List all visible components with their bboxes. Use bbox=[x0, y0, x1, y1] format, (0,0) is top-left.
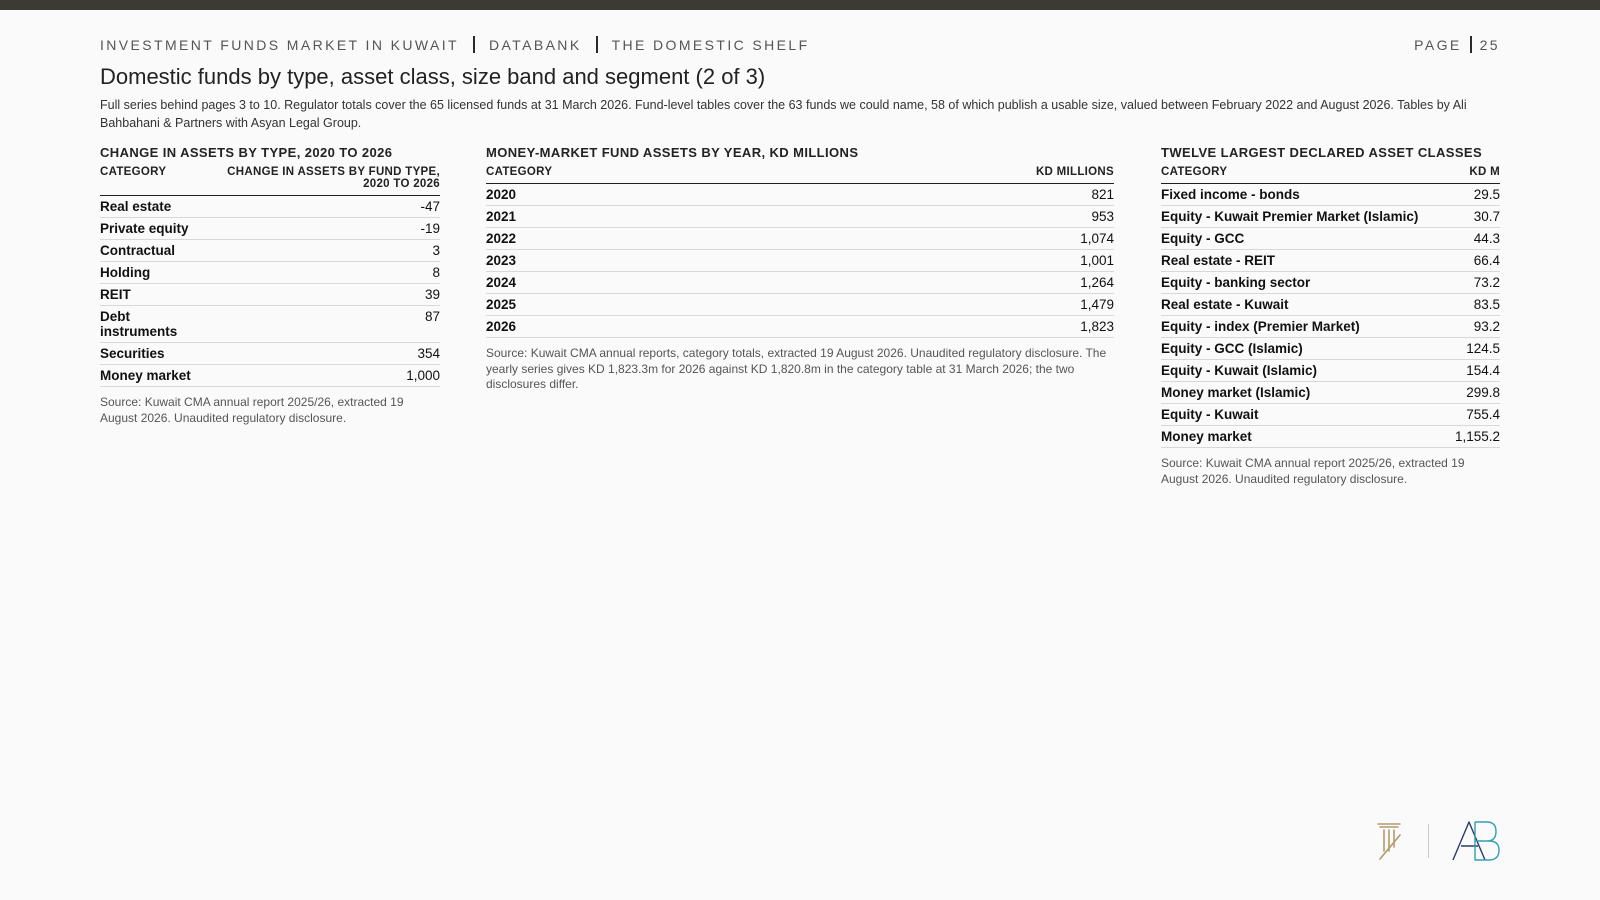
row-value: 124.5 bbox=[1449, 338, 1500, 360]
asset-classes-table bbox=[1161, 166, 1500, 448]
row-category: Equity - Kuwait bbox=[1161, 404, 1449, 426]
breadcrumb-section: DATABANK bbox=[488, 36, 582, 53]
row-value: 1,823 bbox=[774, 316, 1114, 338]
row-year: 2024 bbox=[486, 272, 774, 294]
table-row bbox=[100, 306, 440, 343]
table-header-row bbox=[1161, 166, 1500, 184]
row-value: 1,155.2 bbox=[1449, 426, 1500, 448]
table-row bbox=[486, 206, 1114, 228]
row-value: -47 bbox=[205, 196, 440, 218]
row-value: 73.2 bbox=[1449, 272, 1500, 294]
table-row bbox=[100, 218, 440, 240]
row-category: Money market (Islamic) bbox=[1161, 382, 1449, 404]
table-row bbox=[486, 316, 1114, 338]
table-title: CHANGE IN ASSETS BY TYPE, 2020 TO 2026 bbox=[100, 145, 393, 160]
row-category: Contractual bbox=[100, 240, 205, 262]
row-category: Securities bbox=[100, 343, 205, 365]
top-bar bbox=[0, 0, 1600, 10]
footer-logos bbox=[1372, 820, 1501, 862]
row-category: Equity - index (Premier Market) bbox=[1161, 316, 1449, 338]
table-title: MONEY-MARKET FUND ASSETS BY YEAR, KD MILLIONS bbox=[486, 145, 859, 160]
change-in-assets-section bbox=[100, 145, 440, 426]
table-row bbox=[1161, 294, 1500, 316]
row-value: 154.4 bbox=[1449, 360, 1500, 382]
row-value: 1,074 bbox=[774, 228, 1114, 250]
running-header bbox=[100, 36, 1500, 53]
breadcrumb-separator bbox=[473, 36, 475, 53]
table-title: TWELVE LARGEST DECLARED ASSET CLASSES bbox=[1161, 145, 1483, 160]
row-value: 83.5 bbox=[1449, 294, 1500, 316]
breadcrumb-report: INVESTMENT FUNDS MARKET IN KUWAIT bbox=[100, 36, 459, 53]
row-value: 29.5 bbox=[1449, 184, 1500, 206]
row-value: 1,479 bbox=[774, 294, 1114, 316]
row-category: Real estate - REIT bbox=[1161, 250, 1449, 272]
table-row bbox=[1161, 184, 1500, 206]
row-category: Fixed income - bonds bbox=[1161, 184, 1449, 206]
row-value: 39 bbox=[205, 284, 440, 306]
row-year: 2023 bbox=[486, 250, 774, 272]
row-value: 299.8 bbox=[1449, 382, 1500, 404]
row-year: 2026 bbox=[486, 316, 774, 338]
table-row bbox=[100, 284, 440, 306]
row-value: 66.4 bbox=[1449, 250, 1500, 272]
table-row bbox=[1161, 382, 1500, 404]
table-header-row bbox=[100, 166, 440, 196]
table-row bbox=[486, 184, 1114, 206]
table-row bbox=[100, 240, 440, 262]
page-label: PAGE bbox=[1414, 36, 1462, 53]
row-year: 2021 bbox=[486, 206, 774, 228]
table-row bbox=[100, 365, 440, 387]
row-category: Debt instruments bbox=[100, 306, 205, 343]
row-category: Equity - GCC (Islamic) bbox=[1161, 338, 1449, 360]
table-row bbox=[1161, 338, 1500, 360]
table-row bbox=[1161, 272, 1500, 294]
table-row bbox=[486, 228, 1114, 250]
intro-paragraph: Full series behind pages 3 to 10. Regulator totals cover the 65 licensed funds at 31 March 2026. Fund-level tables cover the 63 funds we could name, 58 of which publish a usable size, valued between February 2022 and August 2026. Tables by Ali Bahbahani & Partners with Asyan Legal Group. bbox=[100, 98, 1467, 130]
column-header-category: CATEGORY bbox=[100, 166, 205, 196]
breadcrumb bbox=[100, 36, 810, 53]
row-year: 2022 bbox=[486, 228, 774, 250]
row-category: REIT bbox=[100, 284, 205, 306]
row-value: 8 bbox=[205, 262, 440, 284]
row-category: Equity - banking sector bbox=[1161, 272, 1449, 294]
column-header-kd-millions: KD MILLIONS bbox=[774, 166, 1114, 184]
column-header-kd-m: KD M bbox=[1449, 166, 1500, 184]
row-value: 1,000 bbox=[205, 365, 440, 387]
row-value: 821 bbox=[774, 184, 1114, 206]
column-header-change: CHANGE IN ASSETS BY FUND TYPE, 2020 TO 2026 bbox=[205, 166, 440, 196]
table-source-note: Source: Kuwait CMA annual reports, category totals, extracted 19 August 2026. Unaudited regulatory disclosure. The yearly series gives KD 1,823.3m for 2026 against KD 1,820.8m in the category table at 31 March 2026; the two disclosures differ. bbox=[486, 346, 1107, 391]
page-indicator bbox=[1414, 36, 1500, 53]
table-row bbox=[486, 272, 1114, 294]
row-value: 354 bbox=[205, 343, 440, 365]
row-value: 1,264 bbox=[774, 272, 1114, 294]
breadcrumb-separator bbox=[596, 36, 598, 53]
row-category: Real estate - Kuwait bbox=[1161, 294, 1449, 316]
row-year: 2025 bbox=[486, 294, 774, 316]
row-value: 1,001 bbox=[774, 250, 1114, 272]
row-category: Private equity bbox=[100, 218, 205, 240]
column-logo-icon bbox=[1372, 821, 1404, 861]
table-row bbox=[1161, 206, 1500, 228]
row-category: Equity - Kuwait Premier Market (Islamic) bbox=[1161, 206, 1449, 228]
table-row bbox=[486, 294, 1114, 316]
row-category: Holding bbox=[100, 262, 205, 284]
row-value: 44.3 bbox=[1449, 228, 1500, 250]
table-row bbox=[1161, 316, 1500, 338]
table-row bbox=[100, 262, 440, 284]
row-category: Equity - GCC bbox=[1161, 228, 1449, 250]
row-value: 755.4 bbox=[1449, 404, 1500, 426]
table-row bbox=[1161, 404, 1500, 426]
row-value: 30.7 bbox=[1449, 206, 1500, 228]
row-value: 3 bbox=[205, 240, 440, 262]
table-row bbox=[486, 250, 1114, 272]
row-category: Money market bbox=[100, 365, 205, 387]
row-value: -19 bbox=[205, 218, 440, 240]
table-row bbox=[100, 196, 440, 218]
row-value: 953 bbox=[774, 206, 1114, 228]
table-row bbox=[1161, 250, 1500, 272]
page-number: 25 bbox=[1479, 36, 1500, 53]
money-market-section bbox=[486, 145, 1114, 393]
ab-monogram-icon bbox=[1451, 820, 1501, 862]
page-separator bbox=[1470, 36, 1472, 53]
table-row bbox=[1161, 426, 1500, 448]
row-category: Money market bbox=[1161, 426, 1449, 448]
table-header-row bbox=[486, 166, 1114, 184]
asset-classes-section bbox=[1161, 145, 1500, 487]
table-source-note: Source: Kuwait CMA annual report 2025/26, extracted 19 August 2026. Unaudited regulatory disclosure. bbox=[100, 395, 404, 425]
change-in-assets-table bbox=[100, 166, 440, 387]
table-row bbox=[1161, 360, 1500, 382]
column-header-category: CATEGORY bbox=[1161, 166, 1449, 184]
table-row bbox=[100, 343, 440, 365]
row-value: 87 bbox=[205, 306, 440, 343]
breadcrumb-chapter: THE DOMESTIC SHELF bbox=[611, 36, 810, 53]
table-row bbox=[1161, 228, 1500, 250]
money-market-table bbox=[486, 166, 1114, 338]
row-category: Equity - Kuwait (Islamic) bbox=[1161, 360, 1449, 382]
page-title: Domestic funds by type, asset class, size band and segment (2 of 3) bbox=[100, 64, 766, 89]
column-header-category: CATEGORY bbox=[486, 166, 774, 184]
row-category: Real estate bbox=[100, 196, 205, 218]
row-value: 93.2 bbox=[1449, 316, 1500, 338]
row-year: 2020 bbox=[486, 184, 774, 206]
table-source-note: Source: Kuwait CMA annual report 2025/26, extracted 19 August 2026. Unaudited regulatory disclosure. bbox=[1161, 456, 1465, 486]
logo-divider bbox=[1428, 824, 1429, 858]
